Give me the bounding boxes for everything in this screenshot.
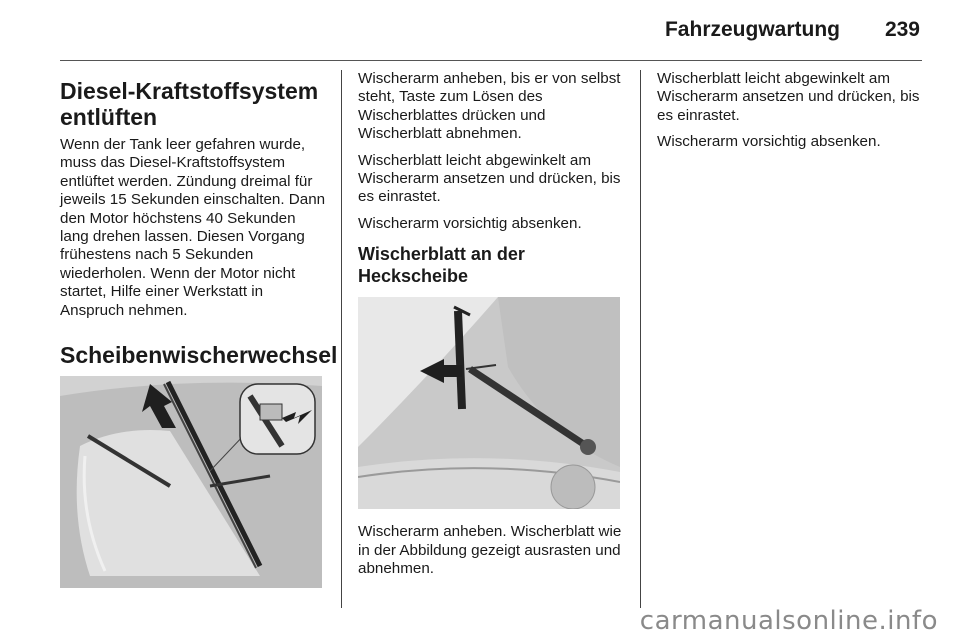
paragraph-attach-blade: Wischerblatt leicht abgewinkelt am Wischerarm ansetzen und drücken, bis es einrastet. — [358, 151, 621, 206]
column-3 — [657, 70, 925, 160]
heading-diesel-bleed: Diesel-Kraftstoffsystem entlüften — [60, 78, 319, 130]
paragraph-lower-rear-arm: Wischerarm vorsichtig absenken. — [657, 133, 881, 151]
paragraph-lift-arm: Wischerarm anheben, bis er von selbst steht, Taste zum Lösen des Wischerblattes drücken und Wischerblatt abnehmen. — [358, 70, 621, 143]
column-1 — [60, 70, 338, 588]
page-number: 239 — [884, 18, 920, 41]
running-header-title: Fahrzeugwartung — [664, 18, 840, 41]
watermark: carmanualsonline.info — [639, 606, 938, 636]
heading-wiper-change: Scheibenwischerwechsel — [60, 342, 338, 369]
column-divider-1 — [341, 70, 342, 608]
rear-wiper-illustration — [358, 297, 620, 509]
paragraph-lower-arm: Wischerarm vorsichtig absenken. — [358, 214, 582, 232]
paragraph-diesel-bleed: Wenn der Tank leer gefahren wurde, muss das Diesel-Kraftstoffsystem entlüftet werden. Zündung dreimal für jeweils 15 Sekunden einschalten. Dann den Motor höchstens 40 Sekunden lang drehen lassen. Diesen Vorgang frühestens nach 5 Sekunden wiederholen. Wenn der Motor nicht startet, Hilfe einer Werkstatt in Anspruch nehmen. — [60, 136, 326, 319]
header-divider — [60, 60, 922, 61]
paragraph-remove-rear-blade: Wischerarm anheben. Wischerblatt wie in der Abbildung gezeigt ausrasten und abnehmen. — [358, 523, 622, 578]
paragraph-attach-rear-blade: Wischerblatt leicht abgewinkelt am Wischerarm ansetzen und drücken, bis es einrastet. — [657, 70, 920, 124]
windshield-wiper-illustration — [60, 376, 322, 588]
heading-rear-wiper: Wischerblatt an der Heckscheibe — [358, 244, 525, 287]
column-divider-2 — [640, 70, 641, 608]
column-2 — [358, 70, 626, 586]
